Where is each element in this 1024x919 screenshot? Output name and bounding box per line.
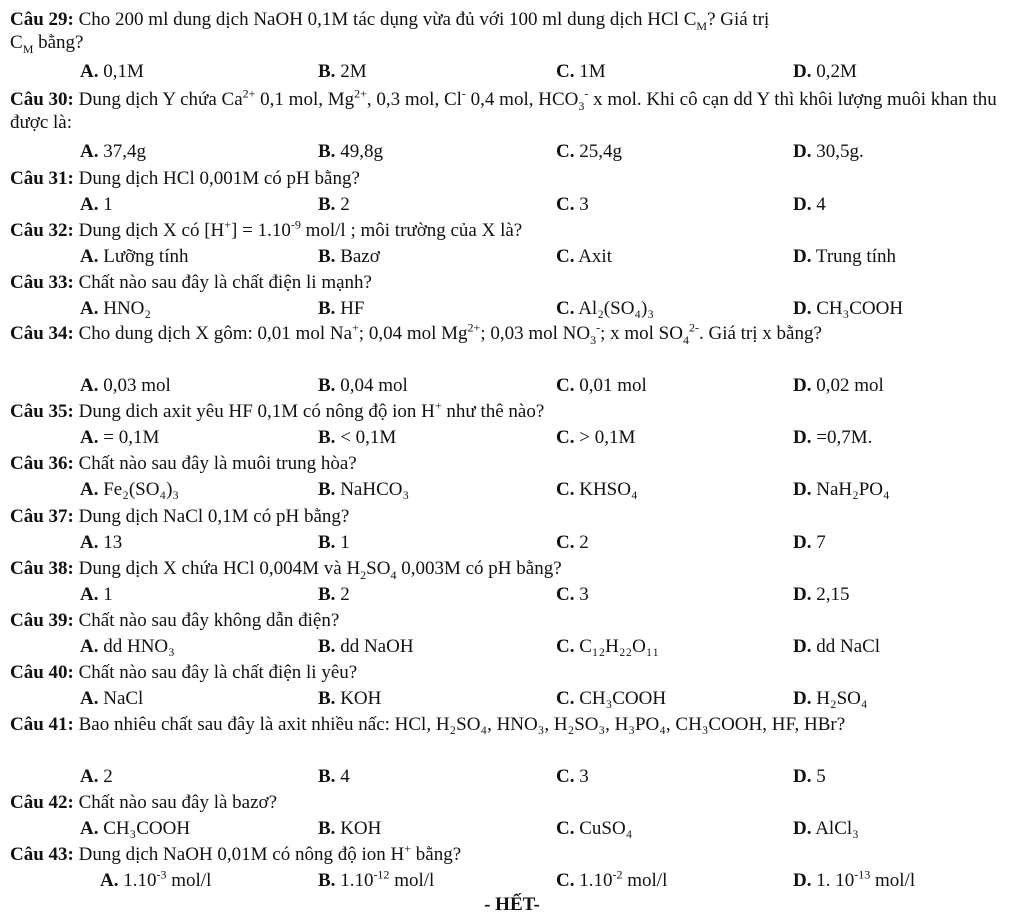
option-b: B. 2 [318,194,350,215]
option-a: A. HNO₂ [80,298,152,319]
option-a: A. 1 [80,194,113,215]
option-a: A. dd HNO₃ [80,636,175,657]
option-b: B. KOH [318,818,382,839]
option-a: A. CH₃COOH [80,818,191,839]
option-d: D. 2,15 [793,584,850,605]
option-d: D. 7 [793,532,826,553]
question-32: Câu 32: Dung dịch X có $[H^+] = 1.10^{-9}$ mol/l ; môi trường của X là? [10,219,523,241]
question-36: Câu 36: Chất nào sau đây là muôi trung hòa? [10,453,357,474]
option-d: D. 0,2M [793,61,857,82]
option-b: B. $1.10^{-12}$ mol/l [318,867,435,891]
option-a: A. 0,1M [80,61,144,82]
option-c: C. 3 [556,766,589,787]
options-34 [0,374,1024,397]
options-32 [0,245,1024,268]
option-a: A. 37,4g [80,141,146,162]
question-30: Câu 30: Dung dịch Y chứa $Ca^{2+}$ 0,1 mol, $Mg^{2+}$, 0,3 mol, Cl- 0,4 mol, $HCO_3^-$ x mol. Khi cô cạn dd Y thì khôi lượng muôi khan thu được là: [10,88,997,133]
options-33 [0,297,1024,320]
option-d: D. 5 [793,766,826,787]
option-b: B. 2 [318,584,350,605]
options-40 [0,687,1024,710]
options-38 [0,583,1024,606]
option-a: A. 13 [80,532,123,553]
option-b: B. < 0,1M [318,427,397,448]
option-d: D. CH₃COOH [793,298,904,319]
option-a: A. 2 [80,766,113,787]
option-a: A. 0,03 mol [80,375,171,396]
option-d: D. 30,5g. [793,141,864,162]
question-42: Câu 42: Chất nào sau đây là bazơ? [10,792,278,813]
question-35: Câu 35: Dung dich axit yêu HF 0,1M có nông độ ion H+ như thê nào? [10,400,545,422]
options-35 [0,426,1024,449]
option-c: C. KHSO₄ [556,479,638,500]
option-c: C. 1M [556,61,606,82]
option-a: A. NaCl [80,688,144,709]
option-a: A. Fe₂(SO₄)₃ [80,479,180,500]
options-39 [0,635,1024,658]
option-d: D. 1. $10^{-13}$ mol/l [793,867,916,891]
option-d: D. 4 [793,194,826,215]
option-d: D. =0,7M. [793,427,873,448]
option-a: A. = 0,1M [80,427,160,448]
option-c: C. $1.10^{-2}$ mol/l [556,867,668,891]
option-b: B. dd NaOH [318,636,414,657]
options-42 [0,817,1024,840]
question-31: Câu 31: Dung dịch HCl 0,001M có pH bằng? [10,168,360,189]
option-c: C. CH₃COOH [556,688,667,709]
option-c: C. 3 [556,584,589,605]
option-b: B. 2M [318,61,367,82]
option-d: D. AlCl₃ [793,818,859,839]
option-c: C. 25,4g [556,141,622,162]
option-c: C. > 0,1M [556,427,636,448]
question-text: Cho 200 ml dung dịch NaOH 0,1M tác dụng vừa đủ với 100 ml dung dịch HCl C [78,9,697,30]
question-37: Câu 37: Dung dịch NaCl 0,1M có pH bằng? [10,506,350,527]
option-b: B. 1 [318,532,350,553]
option-c: C. 3 [556,194,589,215]
question-38: Câu 38: Dung dịch X chứa HCl 0,004M và $H_2SO_4$ 0,003M có pH bằng? [10,558,562,580]
option-c: C. CuSO₄ [556,818,633,839]
options-36 [0,478,1024,501]
option-b: B. HF [318,298,365,319]
option-b: B. NaHCO₃ [318,479,410,500]
option-d: D. dd NaCl [793,636,881,657]
option-b: B. 49,8g [318,141,383,162]
option-b: B. 4 [318,766,350,787]
question-39: Câu 39: Chất nào sau đây không dẫn điện? [10,610,340,631]
option-b: B. Bazơ [318,246,380,267]
option-b: B. 0,04 mol [318,375,408,396]
option-d: D. NaH₂PO₄ [793,479,890,500]
option-c: C. Axit [556,246,612,267]
question-29: Câu 29: Cho 200 ml dung dịch NaOH 0,1M tác dụng vừa đủ với 100 ml dung dịch HCl $C_M$? Giá trị $C_M$ bằng? [10,9,770,54]
question-label: Câu 29: [10,9,74,30]
options-31 [0,193,1024,216]
option-c: C. 2 [556,532,589,553]
option-a: A. Lưỡng tính [80,246,189,267]
option-b: B. KOH [318,688,382,709]
question-34: Câu 34: Cho dung dịch X gôm: 0,01 mol Na+; 0,04 mol $Mg^{2+}$; 0,03 mol $NO_3^-$; x mol $SO_4^{2-}$. Giá trị x bằng? [10,322,822,345]
options-30 [0,140,1024,163]
option-c: C. C₁₂H₂₂O₁₁ [556,636,660,657]
options-29 [0,60,1024,83]
option-d: D. 0,02 mol [793,375,884,396]
option-c: C. Al₂(SO₄)₃ [556,298,655,319]
option-d: D. H₂SO₄ [793,688,868,709]
options-37 [0,531,1024,554]
option-d: D. Trung tính [793,246,896,267]
question-43: Câu 43: Dung dịch NaOH 0,01M có nông độ ion H+ bằng? [10,843,462,865]
option-c: C. 0,01 mol [556,375,647,396]
end-marker: - HẾT- [484,894,540,915]
question-33: Câu 33: Chất nào sau đây là chất điện li mạnh? [10,272,372,293]
option-a: A. $1.10^{-3}$ mol/l [100,867,212,891]
options-41 [0,765,1024,788]
question-40: Câu 40: Chất nào sau đây là chất điện li yêu? [10,662,358,683]
options-43 [0,869,1024,892]
option-a: A. 1 [80,584,113,605]
question-41: Câu 41: Bao nhiêu chất sau đây là axit nhiều nấc: HCl, H₂SO₄, HNO₃, H₂SO₃, H₃PO₄, CH₃COOH, HF, HBr? [10,714,846,735]
